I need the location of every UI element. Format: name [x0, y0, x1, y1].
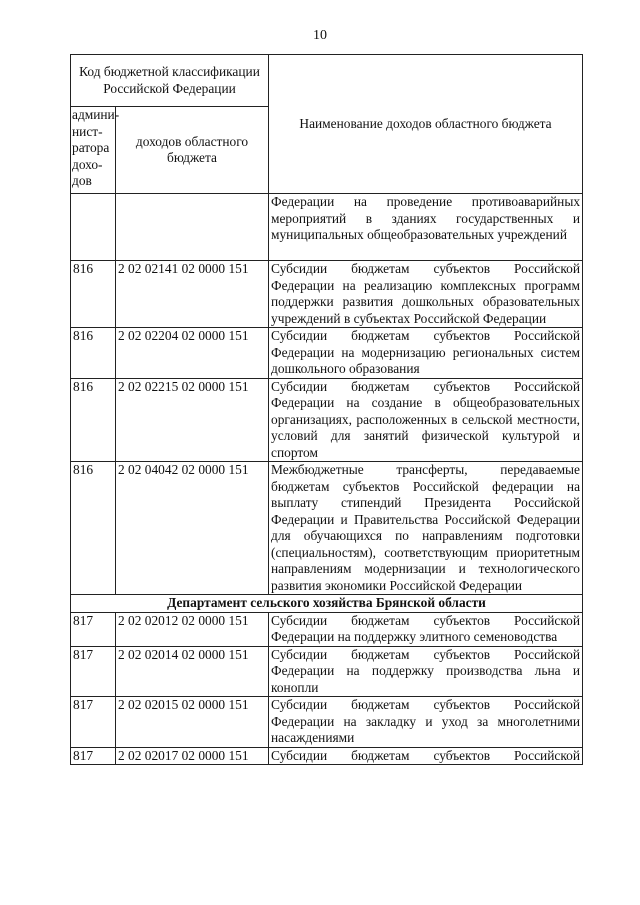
- admin-code-cell: 817: [71, 747, 116, 765]
- income-name-cell: Субсидии бюджетам субъектов Российской Федерации на создание в общеобразовательных организациях, расположенных в сельской местности, условий для занятий физической культурой и спортом: [269, 378, 583, 462]
- admin-code-cell: 817: [71, 612, 116, 646]
- income-code-cell: 2 02 02012 02 0000 151: [116, 612, 269, 646]
- admin-code-cell: 816: [71, 328, 116, 379]
- table-row: [71, 646, 583, 697]
- income-name-cell: Субсидии бюджетам субъектов Российской Федерации на реализацию комплексных программ поддержки развития дошкольных образовательных учреждений в субъектах Российской Федерации: [269, 261, 583, 328]
- admin-code-cell: 816: [71, 462, 116, 595]
- table-row: [71, 261, 583, 328]
- page-number: 10: [313, 28, 327, 43]
- income-name-cell: Межбюджетные трансферты, передаваемые бюджетам субъектов Российской федерации на выплату стипендий Президента Российской Федерации и Правительства Российской Федерации для обучающихся по направлениям подготовки (специальностям), соответствующим приоритетным направлениям модернизации и технологического развития экономики Российской Федерации: [269, 462, 583, 595]
- table-row: [71, 378, 583, 462]
- continuation-name-cell: Федерации на проведение противоаварийных мероприятий в зданиях государственных и муниципальных общеобразовательных учреждений: [269, 194, 583, 261]
- rows-dept-816: [71, 261, 583, 595]
- header-group-title: Код бюджетной классификации Российской Федерации: [71, 55, 269, 107]
- income-code-cell: 2 02 02215 02 0000 151: [116, 378, 269, 462]
- income-name-cell: Субсидии бюджетам субъектов Российской Федерации на закладку и уход за многолетними насаждениями: [269, 697, 583, 748]
- continuation-row: [71, 194, 583, 261]
- header-row-top: [71, 55, 583, 107]
- section-title: Департамент сельского хозяйства Брянской области: [71, 595, 583, 613]
- table-row: [71, 462, 583, 595]
- continuation-admin-cell: [71, 194, 116, 261]
- table-row: [71, 697, 583, 748]
- income-name-cell: Субсидии бюджетам субъектов Российской Федерации на модернизацию региональных систем дошкольного образования: [269, 328, 583, 379]
- header-name-column: Наименование доходов областного бюджета: [269, 55, 583, 194]
- income-name-cell: Субсидии бюджетам субъектов Российской Федерации на поддержку производства льна и конопли: [269, 646, 583, 697]
- table-row: [71, 328, 583, 379]
- income-code-cell: 2 02 02015 02 0000 151: [116, 697, 269, 748]
- income-code-cell: 2 02 02014 02 0000 151: [116, 646, 269, 697]
- section-row: [71, 595, 583, 613]
- header-admin-column: админи-нист-ратора дохо-дов: [71, 107, 116, 194]
- budget-classification-table: [70, 54, 583, 765]
- continuation-code-cell: [116, 194, 269, 261]
- admin-code-cell: 816: [71, 378, 116, 462]
- income-code-cell: 2 02 04042 02 0000 151: [116, 462, 269, 595]
- table-row: [71, 612, 583, 646]
- admin-code-cell: 817: [71, 697, 116, 748]
- income-code-cell: 2 02 02204 02 0000 151: [116, 328, 269, 379]
- income-code-cell: 2 02 02017 02 0000 151: [116, 747, 269, 765]
- admin-code-cell: 816: [71, 261, 116, 328]
- income-name-cell: Субсидии бюджетам субъектов Российской Федерации на поддержку элитного семеноводства: [269, 612, 583, 646]
- table-row: [71, 747, 583, 765]
- income-name-cell: Субсидии бюджетам субъектов Российской: [269, 747, 583, 765]
- rows-dept-817: [71, 612, 583, 765]
- admin-code-cell: 817: [71, 646, 116, 697]
- income-code-cell: 2 02 02141 02 0000 151: [116, 261, 269, 328]
- header-income-column: доходов областного бюджета: [116, 107, 269, 194]
